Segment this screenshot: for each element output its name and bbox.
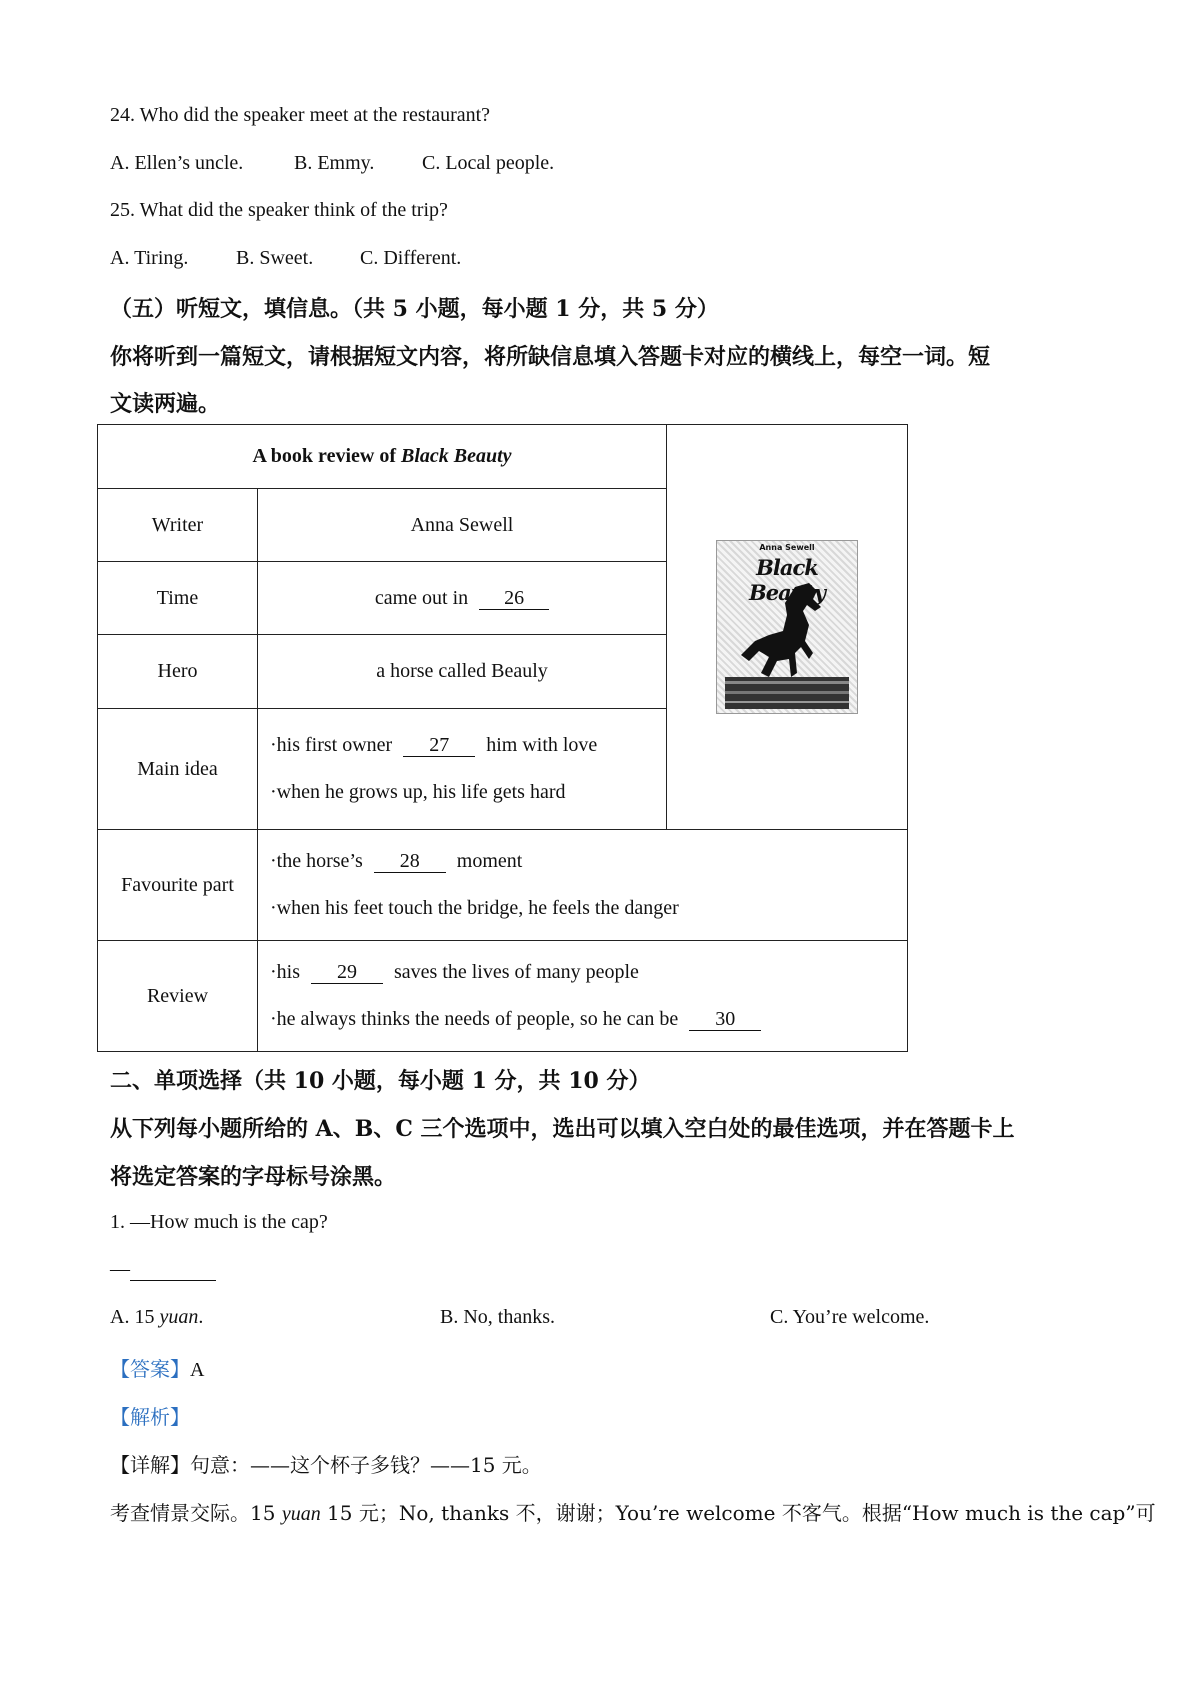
blank-30[interactable]: 30 bbox=[689, 1008, 761, 1031]
question-25: 25. What did the speaker think of the trip? bbox=[110, 199, 448, 221]
explain-pre: 考查情景交际。15 bbox=[110, 1501, 282, 1525]
q1-answer-blank[interactable] bbox=[130, 1258, 216, 1281]
blank-27[interactable]: 27 bbox=[403, 734, 475, 757]
review-1-pre: ·his bbox=[270, 961, 300, 983]
section5-instruction-2: 文读两遍。 bbox=[110, 391, 221, 417]
time-label: Time bbox=[98, 562, 258, 635]
review-1-post: saves the lives of many people bbox=[394, 961, 639, 983]
q1-option-a-pre: A. 15 bbox=[110, 1306, 160, 1328]
main-idea-line-2: ·when he grows up, his life gets hard bbox=[270, 781, 566, 803]
cover-title: Black Beauty bbox=[749, 555, 825, 605]
favourite-line-1 bbox=[270, 838, 907, 885]
review-2-pre: ·he always thinks the needs of people, so he can be bbox=[270, 1008, 679, 1030]
answer-value: A bbox=[190, 1359, 205, 1381]
rearing-horse-icon bbox=[725, 581, 849, 709]
question-1: 1. —How much is the cap? bbox=[110, 1211, 328, 1233]
part2-instruction-1: 从下列每小题所给的 A、B、C 三个选项中，选出可以填入空白处的最佳选项，并在答题卡上 bbox=[110, 1116, 1015, 1142]
q1-answer bbox=[110, 1353, 204, 1382]
main-idea-cell bbox=[258, 709, 667, 830]
review-line-2 bbox=[270, 996, 907, 1043]
favourite-label: Favourite part bbox=[98, 830, 258, 941]
review-cell bbox=[258, 941, 908, 1052]
review-label: Review bbox=[98, 941, 258, 1052]
main-idea-label: Main idea bbox=[98, 709, 258, 830]
explain-text bbox=[110, 1497, 1156, 1526]
part2-instruction-2: 将选定答案的字母标号涂黑。 bbox=[110, 1164, 397, 1190]
book-review-table bbox=[97, 424, 908, 1052]
explain-italic: yuan bbox=[281, 1503, 321, 1525]
book-cover-image bbox=[716, 540, 858, 714]
q24-option-a: A. Ellen’s uncle. bbox=[110, 152, 244, 174]
q25-option-a: A. Tiring. bbox=[110, 247, 189, 269]
favourite-line-2: ·when his feet touch the bridge, he feels the danger bbox=[270, 897, 679, 919]
detail-text: 【详解】句意：——这个杯子多钱？——15 元。 bbox=[110, 1453, 542, 1477]
question-24: 24. Who did the speaker meet at the restaurant? bbox=[110, 104, 491, 126]
time-value-cell bbox=[258, 562, 667, 635]
writer-value: Anna Sewell bbox=[258, 489, 667, 562]
answer-tag: 【答案】 bbox=[110, 1357, 190, 1381]
q25-option-b: B. Sweet. bbox=[236, 247, 314, 269]
review-line-1 bbox=[270, 949, 907, 996]
main-idea-1-post: him with love bbox=[486, 734, 598, 756]
q25-option-c: C. Different. bbox=[360, 247, 462, 269]
section5-instruction-1: 你将听到一篇短文，请根据短文内容，将所缺信息填入答题卡对应的横线上，每空一词。短 bbox=[110, 344, 991, 370]
q24-option-b: B. Emmy. bbox=[294, 152, 375, 174]
main-idea-1-pre: ·his first owner bbox=[270, 734, 393, 756]
explain-post: 15 元；No, thanks 不，谢谢；You’re welcome 不客气。根据“How much is the cap”可 bbox=[320, 1501, 1156, 1525]
favourite-1-pre: ·the horse’s bbox=[270, 850, 363, 872]
cover-author: Anna Sewell bbox=[759, 543, 815, 552]
table-title-book: Black Beauty bbox=[400, 445, 512, 467]
section5-heading: （五）听短文，填信息。（共 5 小题，每小题 1 分，共 5 分） bbox=[110, 296, 719, 322]
hero-value: a horse called Beauly bbox=[258, 635, 667, 709]
main-idea-line-1 bbox=[270, 722, 666, 769]
q1-option-a-italic: yuan bbox=[159, 1306, 199, 1328]
table-title bbox=[98, 425, 667, 489]
blank-26[interactable]: 26 bbox=[479, 587, 549, 610]
book-cover-cell bbox=[667, 425, 908, 830]
blank-28[interactable]: 28 bbox=[374, 850, 446, 873]
part2-heading: 二、单项选择（共 10 小题，每小题 1 分，共 10 分） bbox=[110, 1068, 651, 1094]
analysis-tag: 【解析】 bbox=[110, 1405, 190, 1429]
q1-option-a bbox=[110, 1306, 203, 1329]
favourite-cell bbox=[258, 830, 908, 941]
table-title-prefix: A book review of bbox=[252, 445, 401, 467]
q24-option-c: C. Local people. bbox=[422, 152, 555, 174]
q1-option-c: C. You’re welcome. bbox=[770, 1306, 930, 1328]
time-value: came out in bbox=[374, 586, 469, 609]
q1-answer-line bbox=[110, 1258, 216, 1281]
q1-dash: — bbox=[110, 1258, 130, 1280]
q1-option-b: B. No, thanks. bbox=[440, 1306, 555, 1328]
writer-label: Writer bbox=[98, 489, 258, 562]
favourite-1-post: moment bbox=[456, 850, 523, 872]
q1-option-a-post: . bbox=[198, 1306, 204, 1328]
hero-label: Hero bbox=[98, 635, 258, 709]
blank-29[interactable]: 29 bbox=[311, 961, 383, 984]
